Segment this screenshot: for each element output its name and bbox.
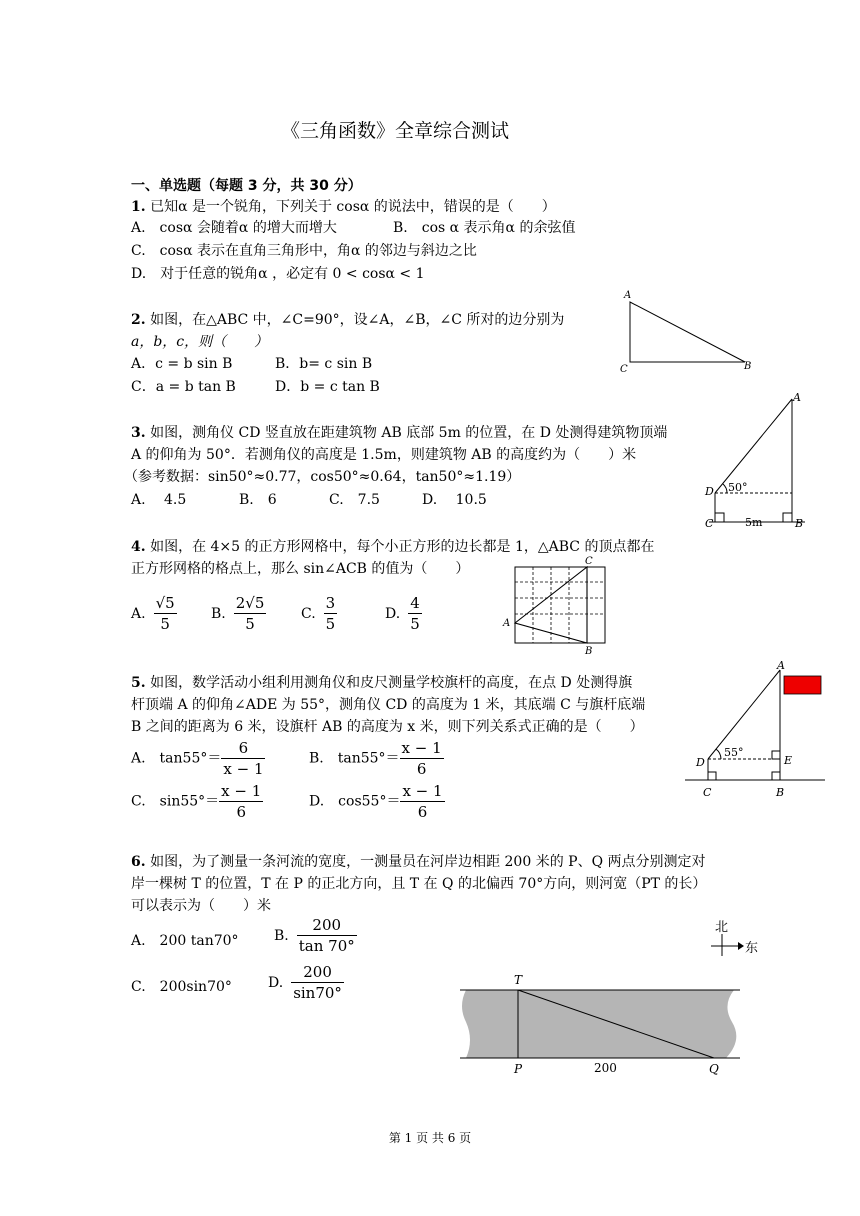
vertex-label-b: B xyxy=(585,646,593,655)
question-6-stem xyxy=(131,851,706,873)
fraction xyxy=(234,593,267,634)
q5-flagpole-figure xyxy=(680,656,830,804)
q6-option-c: C. 200sin70° xyxy=(131,979,232,995)
option-label: C. xyxy=(301,605,316,622)
fraction xyxy=(400,738,444,779)
q4-option-a xyxy=(131,593,177,634)
q2-triangle-figure xyxy=(610,285,770,375)
question-3-reference: （参考数据：sin50°≈0.77，cos50°≈0.64，tan50°≈1.19） xyxy=(124,469,521,485)
page-footer: 第 1 页 共 6 页 xyxy=(388,1131,472,1145)
question-5-stem-line2: 杆顶端 A 的仰角∠ADE 为 55°，测角仪 CD 的高度为 1 米，其底端 C 与旗杆底端 xyxy=(131,697,646,713)
numerator: x − 1 xyxy=(402,782,443,800)
numerator: 200 xyxy=(291,962,344,983)
option-label: B. xyxy=(211,605,226,622)
vertex-label-a: A xyxy=(793,391,801,404)
numerator: 200 xyxy=(297,915,357,936)
q2-option-a: A．c = b sin B xyxy=(131,356,233,372)
vertex-label-q: Q xyxy=(709,1062,719,1076)
q4-option-b xyxy=(211,593,266,634)
q3-option-c: C. 7.5 xyxy=(329,492,380,508)
q4-option-d xyxy=(385,593,422,634)
numerator: √5 xyxy=(155,594,175,612)
vertex-label-b: B xyxy=(776,786,785,799)
q3-option-b: B. 6 xyxy=(239,492,277,508)
denominator: tan 70° xyxy=(298,937,355,955)
question-5-stem-line3: B 之间的距离为 6 米，设旗杆 AB 的高度为 x 米，则下列关系式正确的是（ ） xyxy=(131,719,644,735)
question-1-stem xyxy=(131,196,556,218)
fraction xyxy=(154,593,177,634)
fraction xyxy=(219,781,263,822)
denominator: sin70° xyxy=(293,984,342,1002)
q4-grid-figure xyxy=(500,553,615,655)
question-text: 已知α 是一个锐角，下列关于 cosα 的说法中，错误的是（ ） xyxy=(150,199,556,215)
fraction xyxy=(291,962,344,1003)
numerator: x − 1 xyxy=(221,782,262,800)
q5-option-a xyxy=(131,738,265,779)
question-text: 如图，为了测量一条河流的宽度，一测量员在河岸边相距 200 米的 P、Q 两点分别测定对 xyxy=(150,854,706,870)
q2-option-d: D．b = c tan B xyxy=(275,379,380,395)
denominator: 6 xyxy=(417,803,428,821)
denominator: 5 xyxy=(245,615,255,633)
angle-label: 55° xyxy=(724,746,744,759)
vertex-label-p: P xyxy=(514,1062,523,1076)
vertex-label-c: C xyxy=(705,517,714,530)
question-number: 5. xyxy=(131,675,146,691)
denominator: 5 xyxy=(410,615,420,633)
q2-option-b: B．b= c sin B xyxy=(275,356,373,372)
question-number: 6. xyxy=(131,854,146,870)
q5-option-b xyxy=(309,738,444,779)
section-heading: 一、单选题（每题 3 分，共 30 分） xyxy=(131,178,362,194)
q1-option-d: D. 对于任意的锐角α ，必定有 0 < cosα < 1 xyxy=(131,266,425,282)
vertex-label-d: D xyxy=(705,485,714,498)
vertex-label-c: C xyxy=(620,364,628,375)
q6-option-b xyxy=(274,915,357,956)
numerator: x − 1 xyxy=(401,739,442,757)
denominator: 5 xyxy=(325,615,336,633)
numerator: 2√5 xyxy=(235,594,265,612)
option-label: D. xyxy=(268,974,284,991)
question-2-stem-line2: a，b，c，则（ ） xyxy=(131,334,269,350)
question-text: 如图，在 4×5 的正方形网格中，每个小正方形的边长都是 1，△ABC 的顶点都在 xyxy=(150,539,655,555)
q3-building-figure xyxy=(695,385,820,535)
q1-option-c: C. cosα 表示在直角三角形中，角α 的邻边与斜边之比 xyxy=(131,243,477,259)
q2-option-c: C．a = b tan B xyxy=(131,379,236,395)
denominator: x − 1 xyxy=(223,760,264,778)
fraction xyxy=(297,915,357,956)
q6-river-figure xyxy=(460,970,750,1082)
option-label: A. tan55°＝ xyxy=(131,750,222,767)
question-3-stem xyxy=(131,422,667,444)
vertex-label-c: C xyxy=(703,786,712,799)
option-label: D. xyxy=(385,605,401,622)
vertex-label-c: C xyxy=(585,556,593,567)
option-label: B. xyxy=(274,927,289,944)
fraction xyxy=(221,738,265,779)
question-number: 2. xyxy=(131,312,146,328)
vertex-label-b: B xyxy=(795,517,804,530)
q3-option-a: A. 4.5 xyxy=(131,492,187,508)
fraction xyxy=(400,781,444,822)
q6-option-d xyxy=(268,962,344,1003)
compass-figure xyxy=(700,912,770,962)
question-text: 如图，测角仪 CD 竖直放在距建筑物 AB 底部 5m 的位置，在 D 处测得建筑物顶端 xyxy=(150,425,668,441)
q5-option-c xyxy=(131,781,263,822)
numerator: 3 xyxy=(325,594,336,612)
question-3-stem-line2: A 的仰角为 50°．若测角仪的高度是 1.5m，则建筑物 AB 的高度约为（ ）米 xyxy=(131,447,637,463)
page-title: 《三角函数》全章综合测试 xyxy=(280,120,509,142)
option-label: C. sin55°＝ xyxy=(131,793,220,810)
vertex-label-a: A xyxy=(624,290,632,301)
question-number: 4. xyxy=(131,539,146,555)
vertex-label-a: A xyxy=(777,659,785,672)
east-label: 东 xyxy=(745,941,759,956)
distance-label: 5m xyxy=(745,516,763,529)
question-5-stem xyxy=(131,672,632,694)
distance-label: 200 xyxy=(594,1061,617,1075)
numerator: 4 xyxy=(410,594,420,612)
question-text: 如图，数学活动小组利用测角仪和皮尺测量学校旗杆的高度，在点 D 处测得旗 xyxy=(150,675,633,691)
denominator: 6 xyxy=(236,803,246,821)
question-6-stem-line2: 岸一棵树 T 的位置，T 在 P 的正北方向，且 T 在 Q 的北偏西 70°方向，则河宽（PT 的长） xyxy=(131,876,707,892)
option-label: B. tan55°＝ xyxy=(309,750,400,767)
fraction xyxy=(324,593,338,634)
angle-label: 50° xyxy=(728,481,748,494)
q1-option-a: A. cosα 会随着α 的增大而增大 xyxy=(131,220,337,236)
q6-option-a: A. 200 tan70° xyxy=(131,933,239,949)
fraction xyxy=(408,593,422,634)
vertex-label-a: A xyxy=(503,618,511,629)
vertex-label-b: B xyxy=(744,361,752,372)
question-2-stem xyxy=(131,309,564,331)
vertex-label-e: E xyxy=(784,754,793,767)
question-number: 1. xyxy=(131,199,146,215)
option-label: A. xyxy=(131,605,146,622)
vertex-label-t: T xyxy=(514,973,523,987)
question-number: 3. xyxy=(131,425,146,441)
numerator: 6 xyxy=(221,738,265,759)
question-text: 如图，在△ABC 中，∠C=90°，设∠A，∠B，∠C 所对的边分别为 xyxy=(150,312,565,328)
option-label: D. cos55°＝ xyxy=(309,793,401,810)
denominator: 6 xyxy=(416,760,427,778)
denominator: 5 xyxy=(160,615,170,633)
question-4-stem-line2: 正方形网格的格点上，那么 sin∠ACB 的值为（ ） xyxy=(131,561,470,577)
north-label: 北 xyxy=(715,920,729,935)
q5-option-d xyxy=(309,781,445,822)
vertex-label-d: D xyxy=(696,756,705,769)
q1-option-b: B. cos α 表示角α 的余弦值 xyxy=(393,220,576,236)
q3-option-d: D. 10.5 xyxy=(422,492,487,508)
q4-option-c xyxy=(301,593,337,634)
question-6-stem-line3: 可以表示为（ ）米 xyxy=(131,898,271,914)
